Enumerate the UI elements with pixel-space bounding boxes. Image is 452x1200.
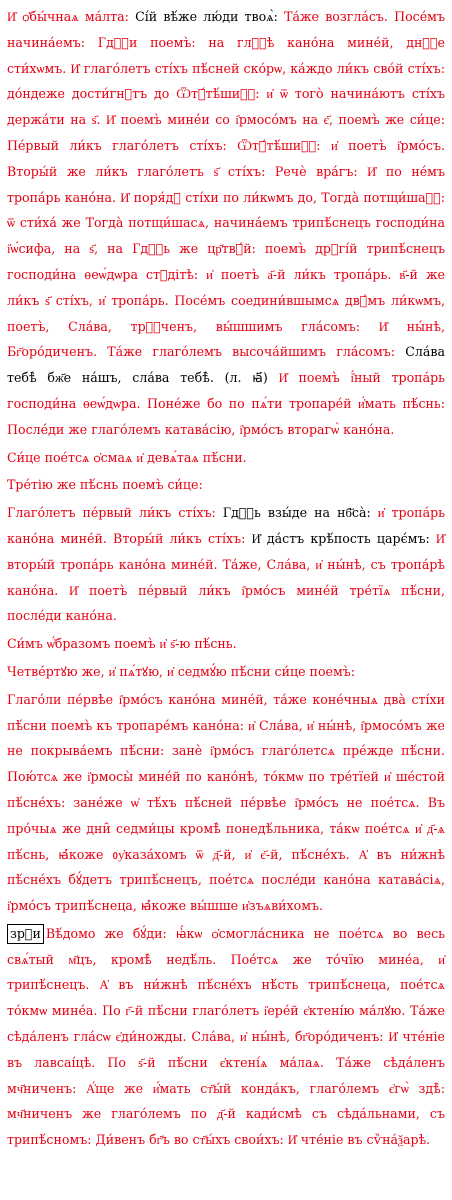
text-paragraph [7,659,445,685]
rubric-text-run: Глаго́летъ пе́рвый ли́къ сті́хъ: [7,505,223,521]
margin-note-box: зрⷶи [7,924,44,944]
document-page [7,0,445,1153]
rubric-text-run: Си́це пое́тсѧ ѻ҆смаѧ и҆ девѧ́таѧ пѣ́сни. [7,449,247,465]
text-paragraph [7,687,445,919]
rubric-text-run: Четве́ртꙋю же, и҆ пѧ́тꙋю, и҆ седмꙋ́ю пѣ́сни си́це поемъ̀: [7,663,356,679]
text-paragraph [7,631,445,657]
rubric-text-run: и҆ тропа́рь кано́на мине́й. Вторы́й ли́къ сті́хъ: [7,505,445,546]
rubric-text-run: Тре́тію же пѣ́снь поемъ̀ си́це: [7,477,203,493]
rubric-text-run: Та́же возгла́съ. Посе́мъ начина́емъ: Гдⷭ҇и поемъ̀: на глⷭ҇ѣ кано́на мине́й, днⷭ҇е сти́хѡмъ. И҆ глаго́летъ сті́хъ пѣ́сней ско́рѡ, ка́ждо ли́къ сво́й сті́хъ: до́ндеже дости́гнꙋтъ до Ѿтꙋ́тѣ́шиⷭ҇: и҆ ѿ того̀ начина́ютъ сті́хъ держа́ти на ѕ҃. И҆ поемъ̀ мине́и со і҆рмосо́мъ на є҃, поемъ̀ же си́це: Пе́рвый ли́къ глаго́летъ сті́хъ: Ѿтꙋ́тѣ́шиⷭ҇: и҆ поетъ̀ і҆рмо́съ. Вторы́й же ли́къ глаго́летъ ѕ҃ сті́хъ: Речѐ вра́гъ: И҆ по не́мъ тропа́рь кано́на. И҆ поря́дꙋ сті́хи по ли́кѡмъ до, Тогда̀ потщи́шаⷭ҇: ѿ сти́ха́ же Тогда̀ потщи́шасѧ, начина́емъ трипѣ́снецъ господи́на і҆ѡ́сифа, на ѕ҃, на Гдⷭ҇ь же цр҃твꙋ́й: поемъ̀ дрꙋгі́й трипѣ́снецъ господи́на ѳеѡ́дѡра стꙋдітѣ: и҆ поетъ̀ а҃-й ли́къ тропа́рь. в҃-й же ли́къ ѕ҃ сті́хъ, и҆ тропа́рь. Посе́мъ соедини́вшымсѧ двꙋ́мъ ли́кѡмъ, поетъ̀, Сла́ва, трⷪ҇ченъ, вы́шшимъ гла́сомъ: И҆ ны́нѣ, Бг҃оро́диченъ. Та́же глаго́лемъ высоча́йшимъ гла́сомъ: [7,9,445,360]
text-paragraph [7,472,445,498]
rubric-text-run: И҆ вторы́й тропа́рь кано́на мине́й. Та́же, Сла́ва, и҆ ны́нѣ, съ тропа́рѣ кано́на. И҆ поетъ̀ пе́рвый ли́къ і҆рмо́съ мине́й тре́тїѧ пѣ́сни, после́ди кано́на. [7,530,445,624]
black-text-run: И҆ да́стъ крѣ́пость царє́мъ: [251,530,436,546]
rubric-text-run: Вѣ́домо же бꙋ́ди: ꙗ҆́кѡ ѻ҆смогла́сника не пое́тсѧ во весь свѧ́тый м҃цъ, кромѣ̀ недѣ́ль. Пое́тсѧ же то́чїю мине́а, и҆ трипѣ́снецъ. А҆ въ ни́жнѣ пѣ́сне́хъ нѣ́сть трипѣ́снеца, пое́тсѧ то́кмѡ мине́а. По г҃-й пѣ́сни глаго́летъ і҆ере́й є҆ктені́ю ма́лꙋю. Та́же сѣда́ленъ гла́сѡ є҆ди́ножды. Сла́ва, и҆ ны́нѣ, бг҃оро́диченъ: И҆ чте́ніе въ лавсаі́цѣ. По ѕ҃-й пѣ́сни є҆ктені́ѧ ма́лаѧ. Та́же сѣда́ленъ мч҃ниченъ: А҆́ще же и҆́мать ст҃ы́й конда́къ, глаго́лемъ є҆гѡ̀ здѣ̀: мч҃ниченъ же глаго́лемъ по д҃-й кади́смѣ съ сѣда́льнами, съ трипѣ́сномъ: Ди́венъ бг҃ъ во ст҃ы́хъ свои́хъ: И҆ чте́ніе въ сѷна́ѯарѣ. [7,925,445,1148]
text-paragraph [7,921,445,1153]
text-paragraph [7,4,445,443]
black-text-run: Сі́й вѣ́же лю́ди твоѧ̀: [135,9,285,24]
rubric-text-run: И҆ ѻ҆бы́чнаѧ ма́лта: [7,9,136,24]
rubric-text-run: И҆ поемъ̀ і҆́ный тропа́рь господи́на ѳеѡ́дѡра. Поне́же бо по пѧ́ти тропаре́й и҆́мать пѣ́снь: После́ди же глаго́лемъ катава́сію, і҆рмо́съ вторагѡ̀ кано́на. [7,370,446,437]
text-paragraph [7,500,445,629]
black-text-run: Сла́ва тебѣ̀ бж҃е на́шъ, сла́ва тебѣ̀. (л. ꙗ҃) [7,344,445,386]
rubric-text-run: Глаго́ли пе́рвѣе і҆рмо́съ кано́на мине́й, та́же коне́чныѧ два̀ сті́хи пѣ́сни поемъ̀ къ тропаре́мъ кано́на: и҆ Сла́ва, и҆ ны́нѣ, і҆рмосо́мъ же не покрыва́емъ пѣ́сни: занѐ і҆рмо́съ глаго́летсѧ пре́жде пѣ́сни. Пою́тсѧ же і҆рмосы̀ мине́й по кано́нѣ, то́кмѡ по тре́тїей и҆ ше́стой пѣ́сне́хъ: зане́же ѡ҆ тѣ́хъ пѣ́сней пе́рвѣе і҆рмо́съ не пое́тсѧ. Въ про́чыѧ же дни̑ седми́цы кромѣ̀ понедѣ́льника, та́кѡ пое́тсѧ и҆ д҃-ѧ пѣ́снь, ꙗ҆́коже ᲂу҆каза́хомъ ѿ д҃-й, и҆ є҃-й, пѣ́сне́хъ. А҆ въ ни́жнѣ пѣ́сне́хъ бꙋ́детъ трипѣ́снецъ, пое́тсѧ после́ди кано́на катава́сіѧ, і҆рмо́съ трипѣ́снеца, ꙗ҆́коже вы́шше и҆зъѧви́хомъ. [7,691,445,914]
text-paragraph [7,445,445,471]
black-text-run: Гдⷭ҇ь взы́де на нб҃са̀: [222,505,378,521]
rubric-text-run: Си́мъ ѡ҆́бразомъ поемъ̀ и҆ ѕ҃-ю пѣ́снь. [7,636,237,652]
